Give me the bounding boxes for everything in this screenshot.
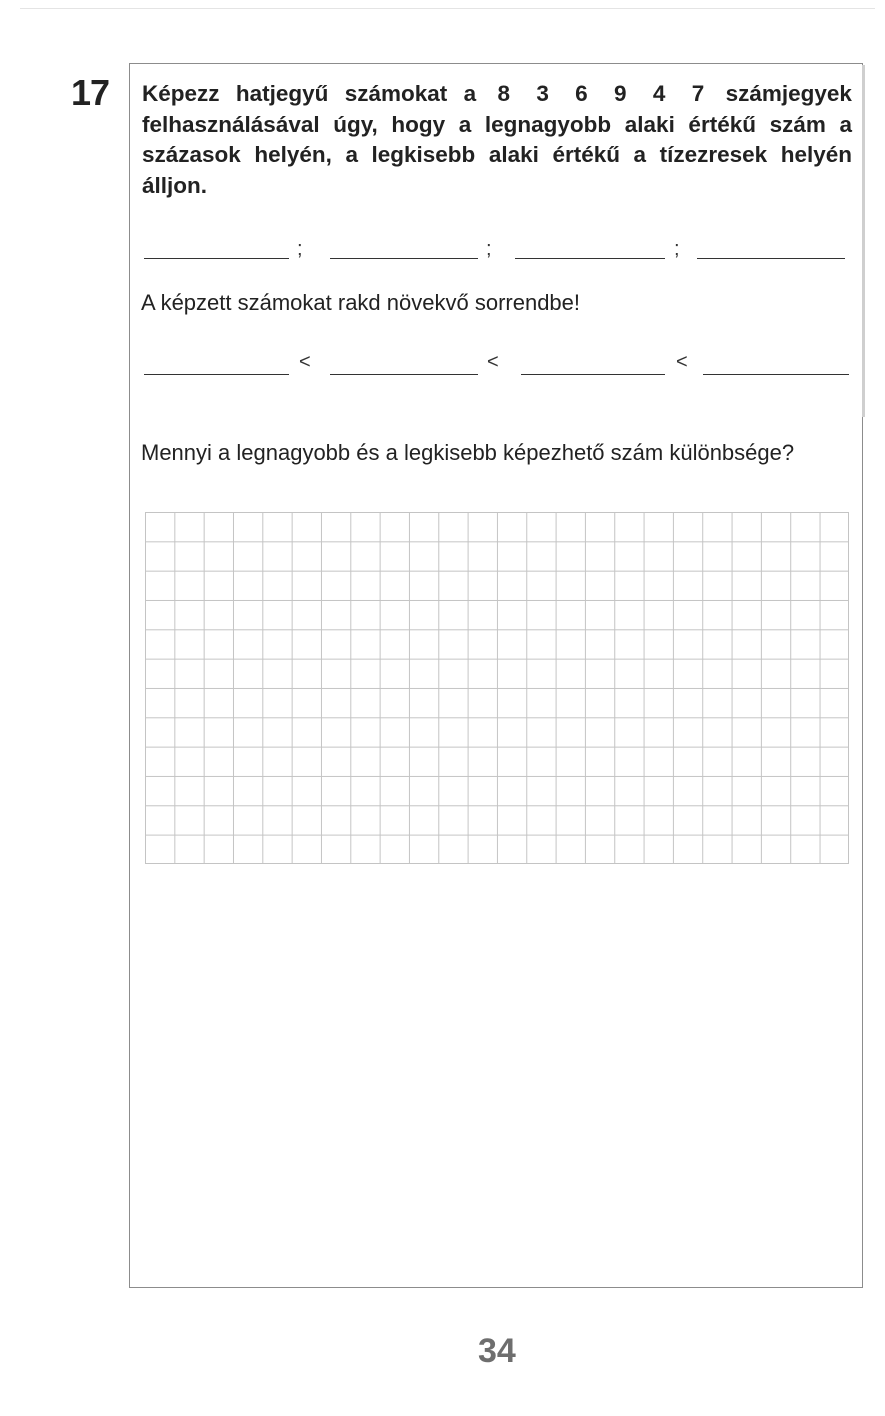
- answer-blank-1[interactable]: [144, 258, 289, 259]
- instruction-line-3: százasok helyén, a legkisebb alaki értékű a tízezresek helyén: [142, 142, 852, 167]
- instruction-line-1: [142, 79, 852, 110]
- page-number: 34: [478, 1332, 516, 1370]
- less-than-sign: <: [676, 351, 688, 373]
- instruction-line-2: felhasználásával úgy, hogy a legnagyobb alaki értékű szám a: [142, 111, 852, 137]
- answer-blank-2[interactable]: [330, 258, 478, 259]
- box-edge-shadow: [862, 65, 865, 417]
- answer-blank-4[interactable]: [697, 258, 845, 259]
- blank-separator: ;: [297, 238, 303, 260]
- digit: 6: [575, 81, 588, 106]
- digit: 3: [536, 81, 549, 106]
- less-than-sign: <: [299, 351, 311, 373]
- working-grid[interactable]: [145, 512, 849, 864]
- digit: 7: [691, 81, 705, 106]
- instruction-suffix: számjegyek: [725, 81, 852, 106]
- difference-prompt: Mennyi a legnagyobb és a legkisebb képezhető szám különbsége?: [141, 440, 795, 465]
- digit: 8: [497, 81, 510, 106]
- order-prompt: A képzett számokat rakd növekvő sorrendbe!: [141, 290, 581, 315]
- instruction-line-4: álljon.: [142, 172, 208, 198]
- digit: 4: [652, 81, 666, 106]
- task-instruction: [142, 79, 852, 201]
- less-than-sign: <: [487, 351, 499, 373]
- instruction-prefix: Képezz hatjegyű számokat a: [142, 81, 477, 106]
- order-blank-3[interactable]: [521, 374, 665, 375]
- blank-separator: ;: [486, 238, 492, 260]
- digit: 9: [614, 81, 627, 106]
- task-number: 17: [71, 72, 110, 113]
- order-blank-4[interactable]: [703, 374, 849, 375]
- blank-separator: ;: [674, 238, 680, 260]
- top-rule: [20, 8, 875, 9]
- answer-blank-3[interactable]: [515, 258, 665, 259]
- order-blank-2[interactable]: [330, 374, 478, 375]
- order-blank-1[interactable]: [144, 374, 289, 375]
